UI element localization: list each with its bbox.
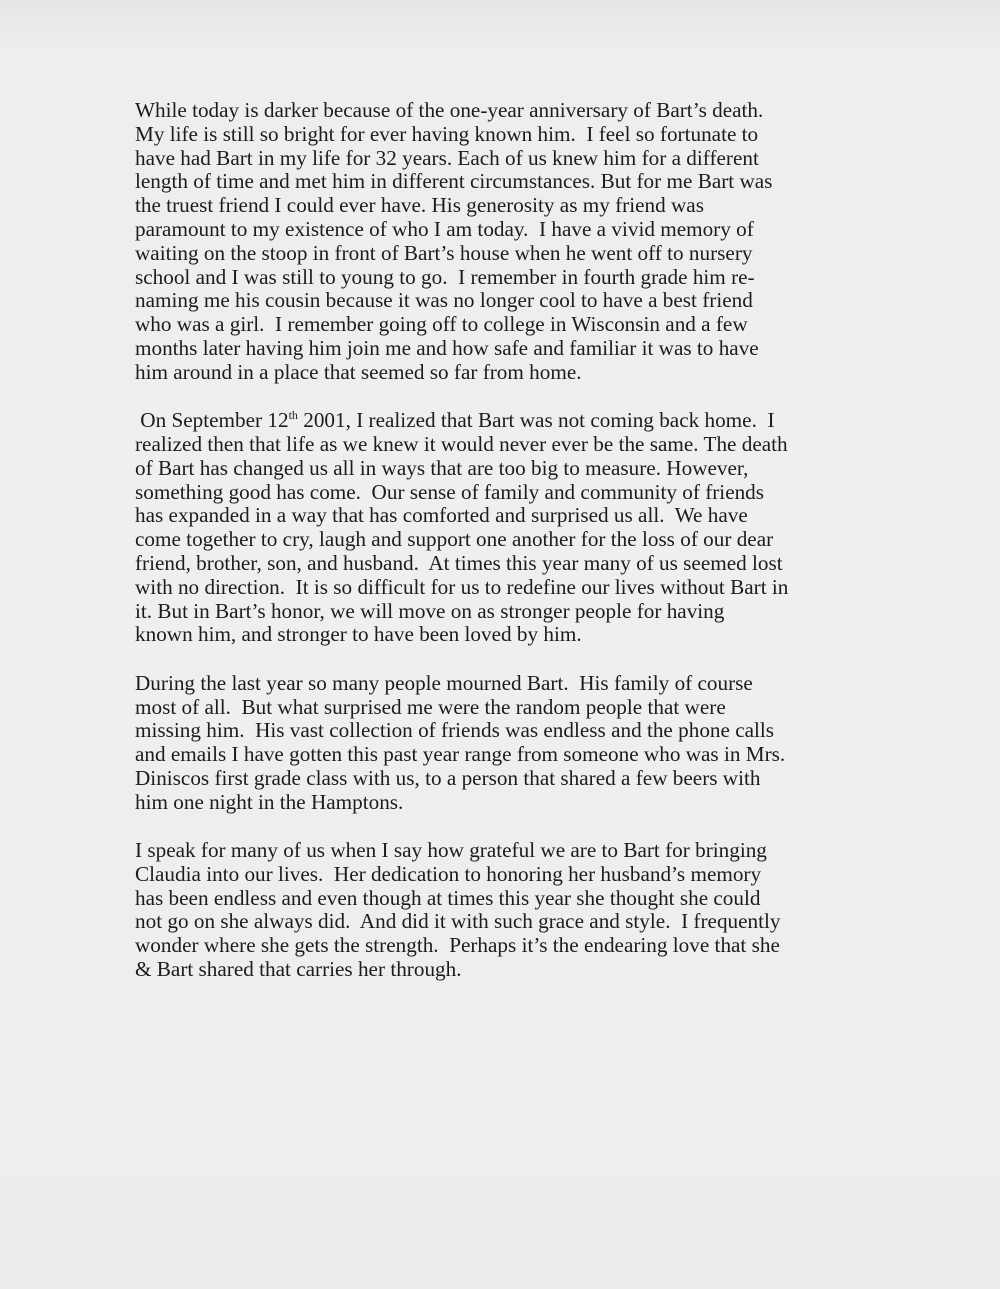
ordinal-superscript: th (288, 408, 298, 423)
letter-body (135, 99, 895, 982)
text-line: come together to cry, laugh and support one another for the loss of our dear (135, 527, 774, 552)
text-line: him one night in the Hamptons. (135, 789, 404, 814)
text-line: not go on she always did. And did it with such grace and style. I frequently (135, 909, 781, 934)
paragraph-spacer (135, 647, 895, 672)
text-line: most of all. But what surprised me were the random people that were (135, 694, 726, 719)
text-line: who was a girl. I remember going off to college in Wisconsin and a few (135, 312, 748, 337)
text-line: months later having him join me and how safe and familiar it was to have (135, 335, 759, 360)
text-line: the truest friend I could ever have. His generosity as my friend was (135, 193, 704, 218)
text-line: have had Bart in my life for 32 years. Each of us knew him for a different (135, 145, 759, 170)
text-line: Claudia into our lives. Her dedication to honoring her husband’s memory (135, 861, 762, 886)
text-line: During the last year so many people mourned Bart. His family of course (135, 670, 753, 695)
text-line: and emails I have gotten this past year range from someone who was in Mrs. (135, 742, 786, 767)
text-line: While today is darker because of the one-year anniversary of Bart’s death. (135, 98, 764, 122)
text-line: My life is still so bright for ever having known him. I feel so fortunate to (135, 121, 759, 146)
text-continuation: 2001, I realized that Bart was not coming back home. I (297, 408, 775, 433)
paragraph-spacer (135, 385, 895, 410)
text-line: has expanded in a way that has comforted and surprised us all. We have (135, 503, 748, 528)
text-line: something good has come. Our sense of family and community of friends (135, 479, 765, 504)
text-line: I speak for many of us when I say how grateful we are to Bart for bringing (135, 838, 767, 863)
text-line: realized then that life as we knew it would never ever be the same. The death (135, 431, 788, 456)
text-line: & Bart shared that carries her through. (135, 957, 462, 982)
paragraph-spacer (135, 815, 895, 840)
text-line: wonder where she gets the strength. Perhaps it’s the endearing love that she (135, 933, 780, 958)
text-line: him around in a place that seemed so far from home. (135, 359, 582, 384)
text-line: known him, and stronger to have been loved by him. (135, 622, 582, 647)
paragraph-3 (135, 672, 895, 815)
text-line: length of time and met him in different circumstances. But for me Bart was (135, 169, 773, 194)
text-line: of Bart has changed us all in ways that are too big to measure. However, (135, 455, 749, 480)
text-line: school and I was still to young to go. I remember in fourth grade him re- (135, 264, 755, 289)
text-line: waiting on the stoop in front of Bart’s house when he went off to nursery (135, 240, 753, 265)
text-line: friend, brother, son, and husband. At times this year many of us seemed lost (135, 550, 783, 575)
text-line: has been endless and even though at times this year she thought she could (135, 885, 761, 910)
text-line: with no direction. It is so difficult for us to redefine our lives without Bart in (135, 574, 789, 599)
paragraph-4 (135, 839, 895, 982)
text-line-with-date (135, 409, 895, 433)
text-line: it. But in Bart’s honor, we will move on as stronger people for having (135, 598, 725, 623)
text-line: naming me his cousin because it was no longer cool to have a best friend (135, 288, 753, 313)
text-line: missing him. His vast collection of friends was endless and the phone calls (135, 718, 775, 743)
paragraph-2 (135, 409, 895, 647)
date-text: On September 12 (135, 408, 289, 433)
text-line: paramount to my existence of who I am today. I have a vivid memory of (135, 216, 754, 241)
paragraph-1 (135, 99, 895, 385)
text-line: Diniscos first grade class with us, to a person that shared a few beers with (135, 765, 761, 790)
